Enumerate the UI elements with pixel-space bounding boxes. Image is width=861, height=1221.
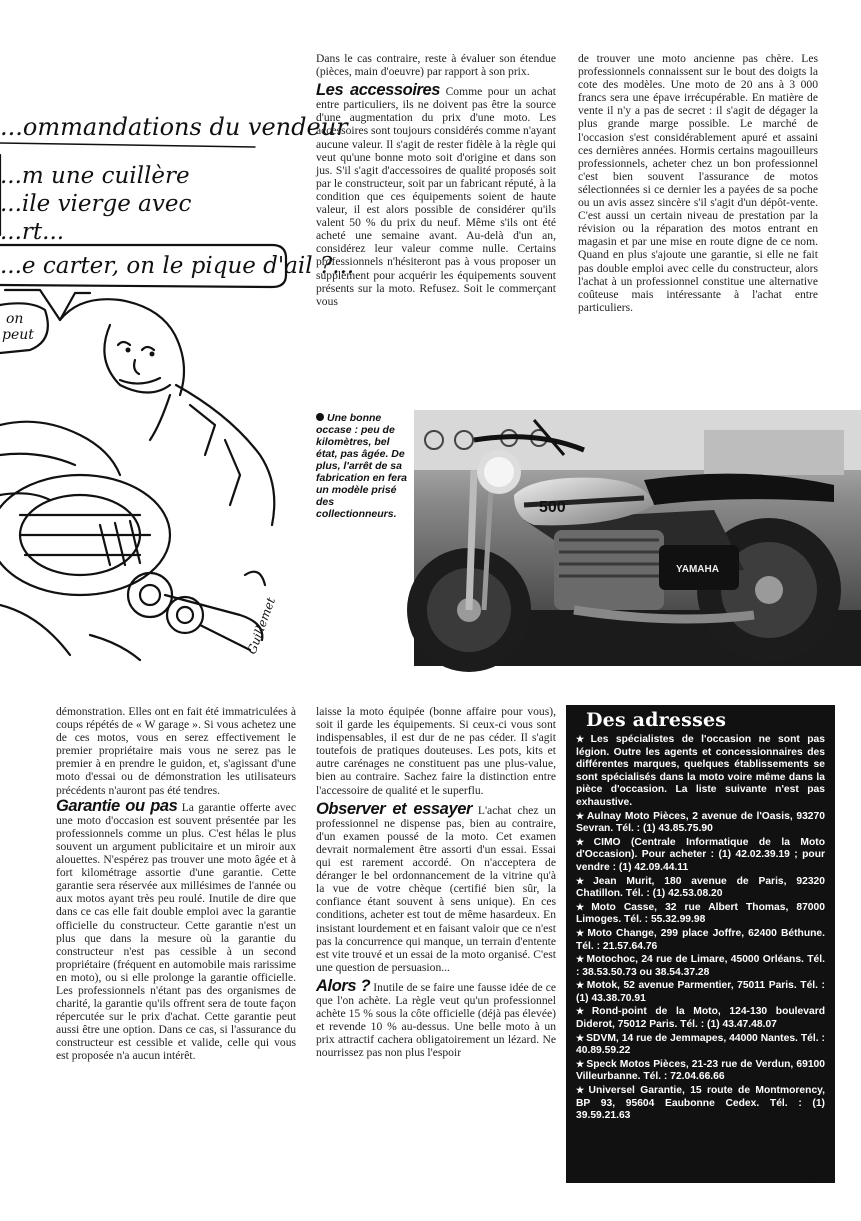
bullet-icon <box>316 413 324 421</box>
address-text: Rond-point de la Moto, 124-130 boulevard Diderot, 75012 Paris. Tél. : (1) 43.47.48.07 <box>576 1006 825 1031</box>
motorcycle-photo <box>414 410 861 666</box>
cartoon-illustration <box>0 95 355 665</box>
tank-label: 500 <box>539 499 566 516</box>
address-text: SDVM, 14 rue de Jemmapes, 44000 Nantes. Tél. : 40.89.59.22 <box>576 1032 825 1057</box>
address-entry <box>576 979 825 1005</box>
address-entry <box>576 901 825 927</box>
address-entry <box>576 953 825 979</box>
paragraph: Comme pour un achat entre particuliers, ils ne doivent pas être la source d'une augmentation du prix d'une moto. Les accessoires sont toujours considérés comme n'ayant aucune valeur. Il s'agit de rester fidèle à la règle qui veut qu'une bonne moto soit d'origine et dans son jus. S'il s'agit d'accessoires de qualité proposés soit par le constructeur, soit par un fabricant réputé, à la condition que ces équipements soient de haute valeur, il est alors possible de considérer qu'ils valent 50 % du prix du neuf. Même s'ils ont été acheté une semaine avant. Au-delà d'un an, considérez leur valeur comme nulle. Certains professionnels n'hésiteront pas à vous proposer un supplément pour acquérir les équipements souvent présents sur la moto. Refusez. Soit le commerçant vous <box>316 85 557 308</box>
address-entry <box>576 927 825 953</box>
paragraph: laisse la moto équipée (bonne affaire pour vous), soit il garde les équipements. Si ceux-ci vous sont indispensables, il est dur de ne pas céder. Il s'agit toutefois de pratiques douteuses. Les pots, kits et autre carénages ne constituent pas une plus-value, bien au contraire. Sachez faire la distinction entre l'accessoire de qualité et le superflu. <box>316 705 556 797</box>
star-icon: ★ <box>576 927 586 938</box>
star-icon: ★ <box>576 875 592 886</box>
column-top-middle <box>316 52 556 308</box>
address-entry <box>576 1005 825 1031</box>
address-entry <box>576 1084 825 1123</box>
cartoon-line-1: ...m une cuillère <box>0 163 190 189</box>
cartoon-title: ...ommandations du vendeur <box>0 113 348 141</box>
address-entry <box>576 733 825 810</box>
column-bottom-middle <box>316 705 556 1059</box>
cartoon-small-1: on <box>6 311 24 327</box>
paragraph: de trouver une moto ancienne pas chère. Les professionnels connaissent sur le bout des doigts la cote des modèles. Une moto de 20 ans à 3 000 francs sera une épave irrécupérable. En matière de vente il n'y a pas de secret : il s'agit de dégager la plus grande marge possible. Le marché de l'occasion s'est considérablement apuré et assaini ces dernières années. Hormis certains magouilleurs professionnels, acheter chez un bon professionnel c'est bien souvent l'assurance de motos sélectionnées si ce dernier les a payées de sa poche ou un avis assez sincère s'il s'agit d'un dépôt-vente. C'est aussi un certain niveau de prestation par la révision ou la réparation des motos entrant en magasin et par une mise en route digne de ce nom. Quand en plus s'ajoute une garantie, si elle ne fait pas double emploi avec celle du constructeur, alors l'achat à un professionnel constitue une alternative coûteuse mais intéressante à l'achat entre particuliers. <box>578 52 818 314</box>
heading-alors: Alors ? <box>316 976 371 995</box>
paragraph: démonstration. Elles ont en fait été immatriculées à coups répétés de « W garage ». Si vous achetez une de ces motos, vous en serez effectivement le premier propriétaire mais vous ne serez pas le premier à en prendre le guidon, et, s'agissant d'une moto d'essai ou de démonstration les utilisateurs précédents n'auront pas été tendres. <box>56 705 296 797</box>
page-number: 35 <box>803 1170 820 1187</box>
address-text: Motok, 52 avenue Parmentier, 75011 Paris. Tél. : (1) 43.38.70.91 <box>576 980 825 1004</box>
motorcycle-image <box>414 410 861 666</box>
cartoon-drawing <box>0 95 355 665</box>
address-text: Moto Casse, 32 rue Albert Thomas, 87000 Limoges. Tél. : 55.32.99.98 <box>576 901 825 926</box>
paragraph: L'achat chez un professionnel ne dispense pas, bien au contraire, d'un examen poussé de la moto. Cet examen devrait normalement être assorti d'un essai. Essai qui est rarement accordé. On n'acceptera de déranger le bel ordonnancement de la vitrine qu'à la vue de votre chèque (certifié bien sûr, la confiance étant souvent à sens unique). En ces conditions, acheter est tout de même hasardeux. En insistant lourdement et en faisant valoir que ce n'est pas la concurrence qui manque, un terrain d'entente est vite trouvé et un essai de la moto organisé. C'est une question de persuasion... <box>316 803 556 974</box>
address-text: Universel Garantie, 15 route de Montmorency, BP 93, 95604 Eaubonne Cedex. Tél. : (1) 39.59.21.63 <box>576 1085 825 1122</box>
cartoon-line-4: ...e carter, on le pique d'ail ?... <box>0 253 355 279</box>
addresses-list <box>566 731 835 1123</box>
address-text: Speck Motos Pièces, 21-23 rue de Verdun, 69100 Villeurbanne. Tél. : 72.04.66.66 <box>576 1058 825 1083</box>
address-entry <box>576 1032 825 1058</box>
address-entry <box>576 875 825 901</box>
column-bottom-left <box>56 705 296 1063</box>
heading-observer: Observer et essayer <box>316 799 473 818</box>
address-entry <box>576 1058 825 1084</box>
paragraph: Dans le cas contraire, reste à évaluer son étendue (pièces, main d'oeuvre) par rapport à son prix. <box>316 52 556 79</box>
star-icon: ★ <box>576 980 585 991</box>
address-entry <box>576 810 825 836</box>
heading-garantie: Garantie ou pas <box>56 796 178 815</box>
address-text: Motochoc, 24 rue de Limare, 45000 Orléans. Tél. : 38.53.50.73 ou 38.54.37.28 <box>576 954 825 978</box>
star-icon: ★ <box>576 1085 587 1096</box>
star-icon: ★ <box>576 901 590 912</box>
paragraph: Inutile de se faire une fausse idée de ce que l'on achète. La règle veut qu'un professionnel achète 15 % sous la côte officielle (déjà pas élevée) et revende 10 % au-dessus. Une belle moto à un prix attractif cachera obligatoirement un lézard. Ne nourrissez pas non plus l'espoir <box>316 980 557 1060</box>
address-entry <box>576 836 825 875</box>
address-text: Aulnay Moto Pièces, 2 avenue de l'Oasis, 93270 Sevran. Tél. : (1) 43.85.75.90 <box>576 810 825 835</box>
star-icon: ★ <box>576 954 585 965</box>
addresses-box <box>566 705 835 1183</box>
paragraph: La garantie offerte avec une moto d'occasion est souvent présentée par les professionnels comme un plus. C'est hélas le plus souvent un argument publicitaire et un miroir aux alouettes. N'espérez pas trouver une moto âgée et à fort kilométrage assortie d'une garantie. Cette garantie sera réservée aux millésimes de l'année ou aux motos ayant très peu roulé. Inutile de dire que dans ce cas elle fait double emploi avec la garantie officielle du constructeur. Cette garantie n'est un plus que dans la mesure où la garantie du constructeur n'est pas cessible à un second propriétaire (fréquent en automobile mais rarissime en moto), ou si elle prolonge la garantie officielle. Les professionnels n'étant pas des organismes de charité, la garantie qu'ils offrent sera de toute façon répercutée sur le prix d'achat. Cette garantie peut aussi être une option. Dans ce cas, si l'assurance du constructeur est cessible et valide, celle qui vous est proposée n'a aucun intérêt. <box>56 800 296 1063</box>
star-icon: ★ <box>576 810 585 821</box>
star-icon: ★ <box>576 1006 590 1017</box>
addresses-title: Des adresses <box>586 709 727 731</box>
address-text: CIMO (Centrale Informatique de la Moto d'Occasion). Pour acheter : (1) 42.02.39.19 ; pour vendre : (1) 42.09.44.11 <box>576 836 825 873</box>
cartoon-line-2: ...ile vierge avec <box>0 191 192 217</box>
star-icon: ★ <box>576 1058 585 1069</box>
photo-caption: Une bonne occase : peu de kilomètres, bel état, pas âgée. De plus, l'arrêt de sa fabrication en fera un modèle prisé des collectionneurs. <box>316 412 408 520</box>
address-text: Les spécialistes de l'occasion ne sont pas légion. Outre les agents et concessionnaires des différentes marques, quelques établissements se sont spécialisés dans la moto voire même dans la pièce d'occasion. La liste suivante n'est pas exhaustive. <box>576 734 825 808</box>
cartoon-small-2: peut <box>2 327 34 343</box>
heading-accessoires: Les accessoires <box>316 81 441 100</box>
cartoon-line-3: ...rt... <box>0 219 65 245</box>
brand-label: YAMAHA <box>676 564 719 575</box>
star-icon: ★ <box>576 1032 585 1043</box>
cartoon-signature: Guillemet <box>244 595 279 657</box>
star-icon: ★ <box>576 734 589 744</box>
column-top-right <box>578 52 818 314</box>
star-icon: ★ <box>576 836 592 847</box>
address-text: Jean Murit, 180 avenue de Paris, 92320 Chatillon. Tél. : (1) 42.53.08.20 <box>576 875 825 900</box>
address-text: Moto Change, 299 place Joffre, 62400 Béthune. Tél. : 21.57.64.76 <box>576 927 825 952</box>
